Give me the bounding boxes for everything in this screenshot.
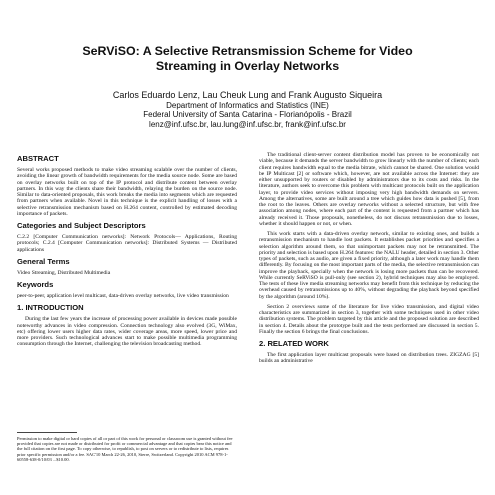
related-work-heading: 2. RELATED WORK bbox=[259, 339, 329, 348]
abstract-heading: ABSTRACT bbox=[17, 154, 59, 163]
intro-paragraph-2: This work starts with a data-driven overlay network, similar to existing ones, and builds a retransmission mechanism to handle lost packets. It establishes packet priorities and specifies a selection algorithm around them, so that unimportant packets may not be retransmitted. The priority and selection is based upon H.264 features: the NALU header, detailed in section 3. Other types of packets, such as audio, are given a fixed priority, although a later work may handle them differently. By focusing on the most important parts of the media, the selective retransmission can improve the playback, specially when the network is losing more packets than can be recovered. While currently SeRViSO is pull-only (see section 2), hybrid techniques may also be employed. The tests of these live media streaming networks may benefit from this technique by reducing the overhead caused by retransmissions up to 40%, without degrading the playback beyond specified by the algorithm (around 10%). bbox=[259, 231, 479, 300]
author-block bbox=[40, 90, 455, 129]
introduction-text: During the last few years the increase of processing power available in devices made possible noteworthy advances in video compression. Connection technology also evolved (3G, WiMax, etc) offering lower users higher data rates, wider coverage areas, more speed, lower price and more providers. Such technological advances start to make possible multimedia programming consumption through the Internet, challenging the television broadcasting method. bbox=[17, 316, 237, 348]
general-terms-heading: General Terms bbox=[17, 256, 70, 266]
right-column bbox=[259, 152, 479, 369]
intro-paragraph-3: Section 2 overviews some of the literature for live video transmission, and digital video characteristics are summarized in section 3, together with some techniques used in other video distribution systems. The problem targeted by this article and the proposed solution are described in section 4. Details about the prototype built and the tests performed are discussed in section 5. Finally the section 6 brings the final conclusions. bbox=[259, 303, 479, 335]
permission-footnote: Permission to make digital or hard copies of all or part of this work for personal or classroom use is granted without fee provided that copies are not made or distributed for profit or commercial advantage and that copies bear this notice and the full citation on the first page. To copy otherwise, to republish, to post on servers or to redistribute to lists, requires prior specific permission and/or a fee. SAC'10 March 22-26, 2010, Sierre, Switzerland. Copyright 2010 ACM 978-1-60558-638-0/10/03 ...$10.00. bbox=[17, 436, 233, 462]
paper-title bbox=[20, 44, 475, 74]
left-column bbox=[17, 152, 237, 352]
author-names: Carlos Eduardo Lenz, Lau Cheuk Lung and Frank Augusto Siqueira bbox=[112, 90, 383, 100]
categories-heading: Categories and Subject Descriptors bbox=[17, 221, 146, 230]
footnote-rule bbox=[17, 432, 77, 433]
affiliation-university: Federal University of Santa Catarina - Florianópolis - Brazil bbox=[143, 110, 352, 120]
keywords-text: peer-to-peer, application level multicast, data-driven overlay networks, live video transmission bbox=[17, 293, 229, 299]
author-emails: lenz@inf.ufsc.br, lau.lung@inf.ufsc.br, frank@inf.ufsc.br bbox=[149, 119, 346, 129]
introduction-heading: 1. INTRODUCTION bbox=[17, 303, 84, 313]
title-line-2: Streaming in Overlay Networks bbox=[155, 59, 340, 73]
abstract-text: Several works proposed methods to make video streaming scalable over the number of clients, avoiding the linear growth of bandwidth requirements for the media source node. Some are based on overlay networks built on top of the IP protocol and distribute content between overlay partners. In this way the clients share their bandwidth, relaying the burden on the source node. Similar to data-oriented proposals, this work breaks the media into segments which are requested from partners when available. Novel in this technique is the explicit handling of losses with a selective retransmission mechanism based on H.264 content, controlled by estimated decoding importance of packets. bbox=[17, 167, 237, 217]
affiliation-department: Department of Informatics and Statistics (INE) bbox=[166, 101, 329, 110]
general-terms-text: Video Streaming, Distributed Multimedia bbox=[17, 269, 111, 276]
keywords-heading: Keywords bbox=[17, 280, 54, 289]
related-work-text: The first application layer multicast proposals were based on distribution trees. ZIGZAG [5] builds an administrative bbox=[259, 352, 479, 365]
categories-text: C.2.2 [Computer Communication networks]: Network Protocols— Applications, Routing protocols; C.2.4 [Computer Communication networks]: Distributed Systems — Distributed applications bbox=[17, 234, 237, 253]
title-line-1: SeRViSO: A Selective Retransmission Scheme for Video bbox=[82, 44, 413, 58]
intro-paragraph-1: The traditional client-server content distribution model has proven to be economically not viable, because it demands the server bandwidth to grow linearly with the number of clients; each client requires bandwidth equal to the media bitrate, which cannot be shared. One solution would be IP Multicast [2] or software which, however, are not available across the Internet: they are either unsupported by routers or disabled by administrators due to its costs and risks. In the literature, authors seek to overcome this problem with multicast protocols built on the application layer, to provide video services without imposing very high bandwidth demands on servers. Among the alternatives, some are built around a tree which guides how data is pushed [5], from the root to the leaves. Others are overlay networks without a selected structure, but with free association among nodes, where each part of the content is requested from a partner which has already received it. Those proposals, nonetheless, do not discuss retransmission due to losses, whether it should happen or not, or when. bbox=[259, 152, 479, 227]
